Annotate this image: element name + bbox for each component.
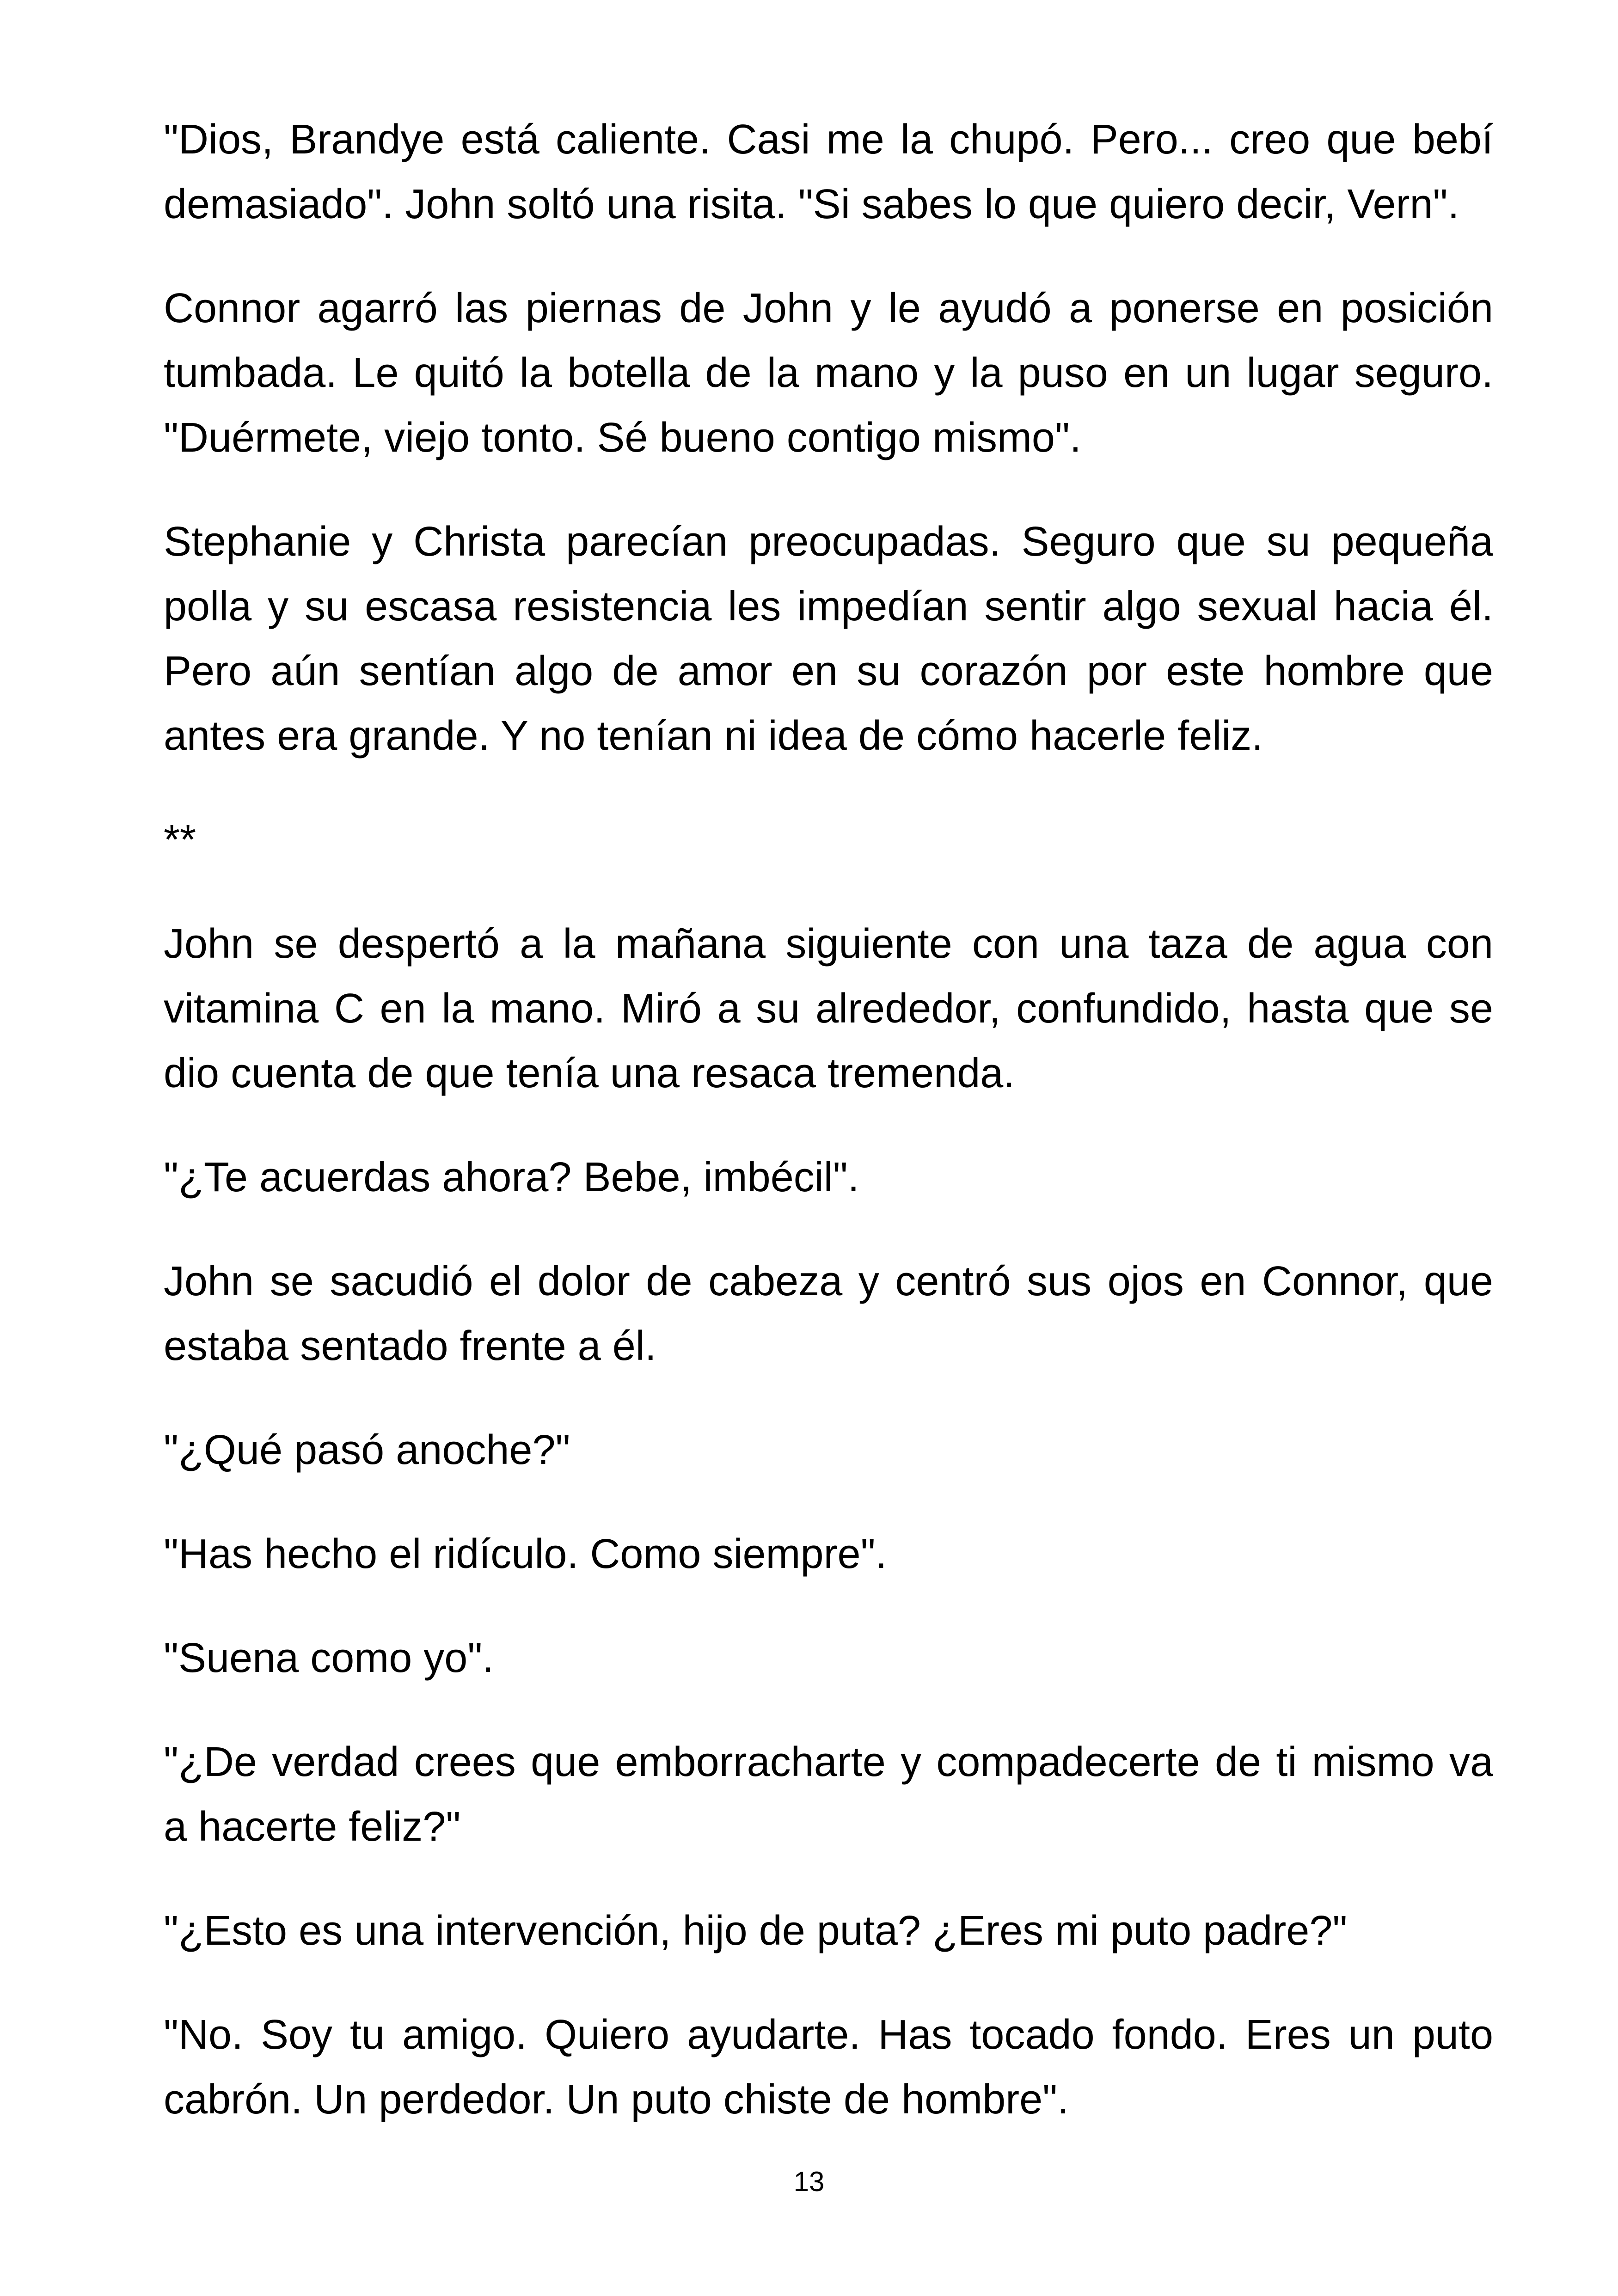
page-number: 13 (793, 2166, 825, 2197)
scene-break: ** (164, 817, 196, 863)
paragraph: Connor agarró las piernas de John y le ayudó a ponerse en posición tumbada. Le quitó la botella de la mano y la puso en un lugar seguro. "Duérmete, viejo tonto. Sé bueno contigo mismo". (164, 285, 1493, 461)
paragraph: "Has hecho el ridículo. Como siempre". (164, 1531, 887, 1577)
paragraph: "¿De verdad crees que emborracharte y compadecerte de ti mismo va a hacerte feliz?" (164, 1739, 1493, 1850)
paragraph: "¿Te acuerdas ahora? Bebe, imbécil". (164, 1154, 859, 1200)
paragraph: "Suena como yo". (164, 1635, 494, 1681)
paragraph: "¿Qué pasó anoche?" (164, 1427, 570, 1473)
paragraph: John se despertó a la mañana siguiente con una taza de agua con vitamina C en la mano. Miró a su alrededor, confundido, hasta que se dio cuenta de que tenía una resaca tremenda. (164, 921, 1493, 1096)
body-text (164, 107, 1493, 2171)
paragraph: John se sacudió el dolor de cabeza y centró sus ojos en Connor, que estaba sentado frente a él. (164, 1258, 1493, 1369)
paragraph: "No. Soy tu amigo. Quiero ayudarte. Has tocado fondo. Eres un puto cabrón. Un perdedor. Un puto chiste de hombre". (164, 2012, 1493, 2123)
paragraph: "¿Esto es una intervención, hijo de puta? ¿Eres mi puto padre?" (164, 1908, 1348, 1954)
paragraph: "Dios, Brandye está caliente. Casi me la chupó. Pero... creo que bebí demasiado". John soltó una risita. "Si sabes lo que quiero decir, Vern". (164, 116, 1493, 227)
paragraph: Stephanie y Christa parecían preocupadas. Seguro que su pequeña polla y su escasa resistencia les impedían sentir algo sexual hacia él. Pero aún sentían algo de amor en su corazón por este hombre que antes era grande. Y no tenían ni idea de cómo hacerle feliz. (164, 519, 1493, 759)
